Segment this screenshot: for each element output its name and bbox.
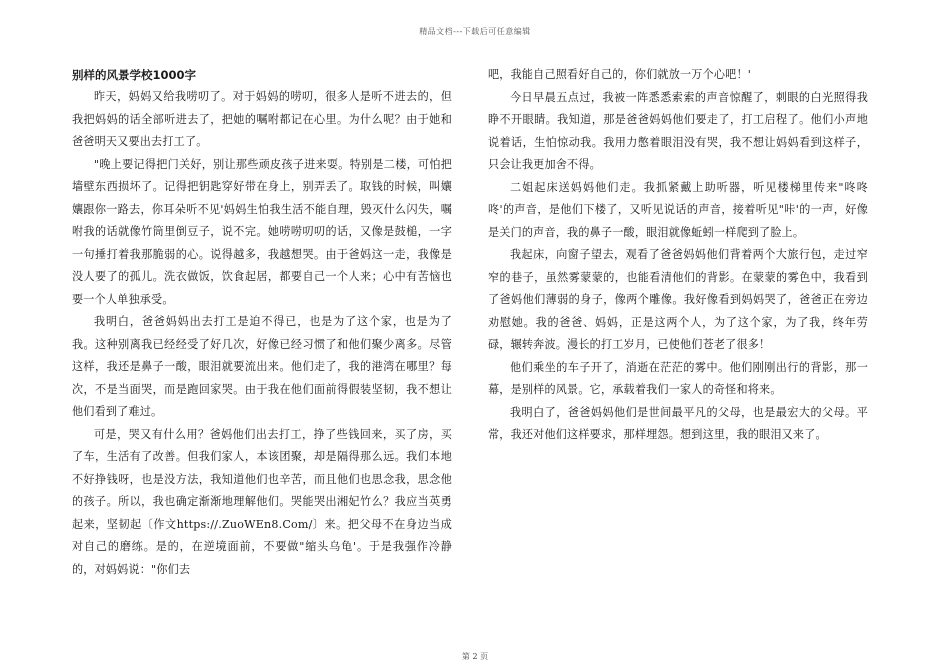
paragraph: 我明白了，爸爸妈妈他们是世间最平凡的父母，也是最宏大的父母。平常，我还对他们这样要求，那样埋怨。想到这里，我的眼泪又来了。 — [488, 405, 868, 441]
paragraph: 今日早晨五点过，我被一阵悉悉索索的声音惊醒了，刺眼的白光照得我睁不开眼睛。我知道，那是爸爸妈妈他们要走了，打工启程了。他们小声地说着话，生怕惊动我。我用力憋着眼泪没有哭，我不想让妈妈看到这样子，只会让我更加舍不得。 — [488, 90, 868, 171]
article-title: 别样的风景学校1000字 — [72, 68, 197, 82]
page-number: 第 2 页 — [461, 652, 489, 661]
paragraph: 他们乘坐的车子开了，消逝在茫茫的雾中。他们刚刚出行的背影，那一幕，是别样的风景。它，承载着我们一家人的奇怪和将来。 — [488, 360, 868, 396]
paragraph: "晚上要记得把门关好，别让那些顽皮孩子进来耍。特别是二楼，可怕把墙壁东西损坏了。记得把钥匙穿好带在身上，别弄丢了。取钱的时候，叫孃孃跟你一路去，你耳朵听不见'妈妈生怕我生活不能自理，毁灭什么闪失，嘱咐我的话就像竹筒里倒豆子，说不完。她唠唠叨叨的话，又像是鼓槌，一字一句捶打着我那脆弱的心。说得越多，我越想哭。由于爸妈这一走，我像是没人要了的孤儿。洗衣做饭，饮食起居，都要自己一个人来；心中有苦恼也要一个人单独承受。 — [72, 157, 452, 306]
right-column — [488, 64, 868, 447]
left-column — [72, 64, 452, 581]
paragraph: 昨天，妈妈又给我唠叨了。对于妈妈的唠叨，很多人是听不进去的，但我把妈妈的话全部听进去了，把她的嘱咐都记在心里。为什么呢？由于她和爸爸明天又要出去打工了。 — [72, 90, 452, 148]
paragraph: 我明白，爸爸妈妈出去打工是迫不得已，也是为了这个家，也是为了我。这种别离我已经经受了好几次，好像已经习惯了和他们聚少离多。尽管这样，我还是鼻子一酸，眼泪就要流出来。他们走了，我的港湾在哪里？每次，不是当面哭，而是跑回家哭。由于我在他们面前得假装坚韧，我不想让他们看到了难过。 — [72, 315, 452, 418]
paragraph: 可是，哭又有什么用？爸妈他们出去打工，挣了些钱回来，买了房，买了车，生活有了改善。但我们家人，本该团聚，却是隔得那么远。我们本地不好挣钱呀，也是没方法，我知道他们也辛苦，而且他们也思念我，思念他的孩子。所以，我也确定渐渐地理解他们。哭能哭出湘妃竹么？我应当英勇起来，坚韧起〔作文https://.ZuoWEn8.Com/〕来。把父母不在身边当成对自己的磨练。是的，在逆境面前，不要做"缩头乌龟'。于是我强作冷静的，对妈妈说："你们去 — [72, 427, 452, 576]
paragraph-continued: 吧，我能自己照看好自己的，你们就放一万个心吧！' — [488, 68, 752, 81]
paragraph: 我起床，向窗子望去，观看了爸爸妈妈他们背着两个大旅行包，走过窄窄的巷子，虽然雾蒙蒙的，也能看清他们的背影。在蒙蒙的雾色中，我看到了爸妈他们薄弱的身子，像两个雕像。我好像看到妈妈哭了，爸爸正在旁边劝慰她。我的爸爸、妈妈，正是这两个人，为了这个家，为了我，终年劳碌，辗转奔波。漫长的打工岁月，已使他们苍老了很多！ — [488, 248, 868, 351]
page-header: 精品文档---下载后可任意编辑 — [419, 27, 531, 36]
paragraph: 二姐起床送妈妈他们走。我抓紧戴上助听器，听见楼梯里传来"咚咚咚'的声音，是他们下楼了，又听见说话的声音，接着听见"咔'的一声，好像是关门的声音，我的鼻子一酸，眼泪就像蚯蚓一样爬到了脸上。 — [488, 180, 868, 239]
